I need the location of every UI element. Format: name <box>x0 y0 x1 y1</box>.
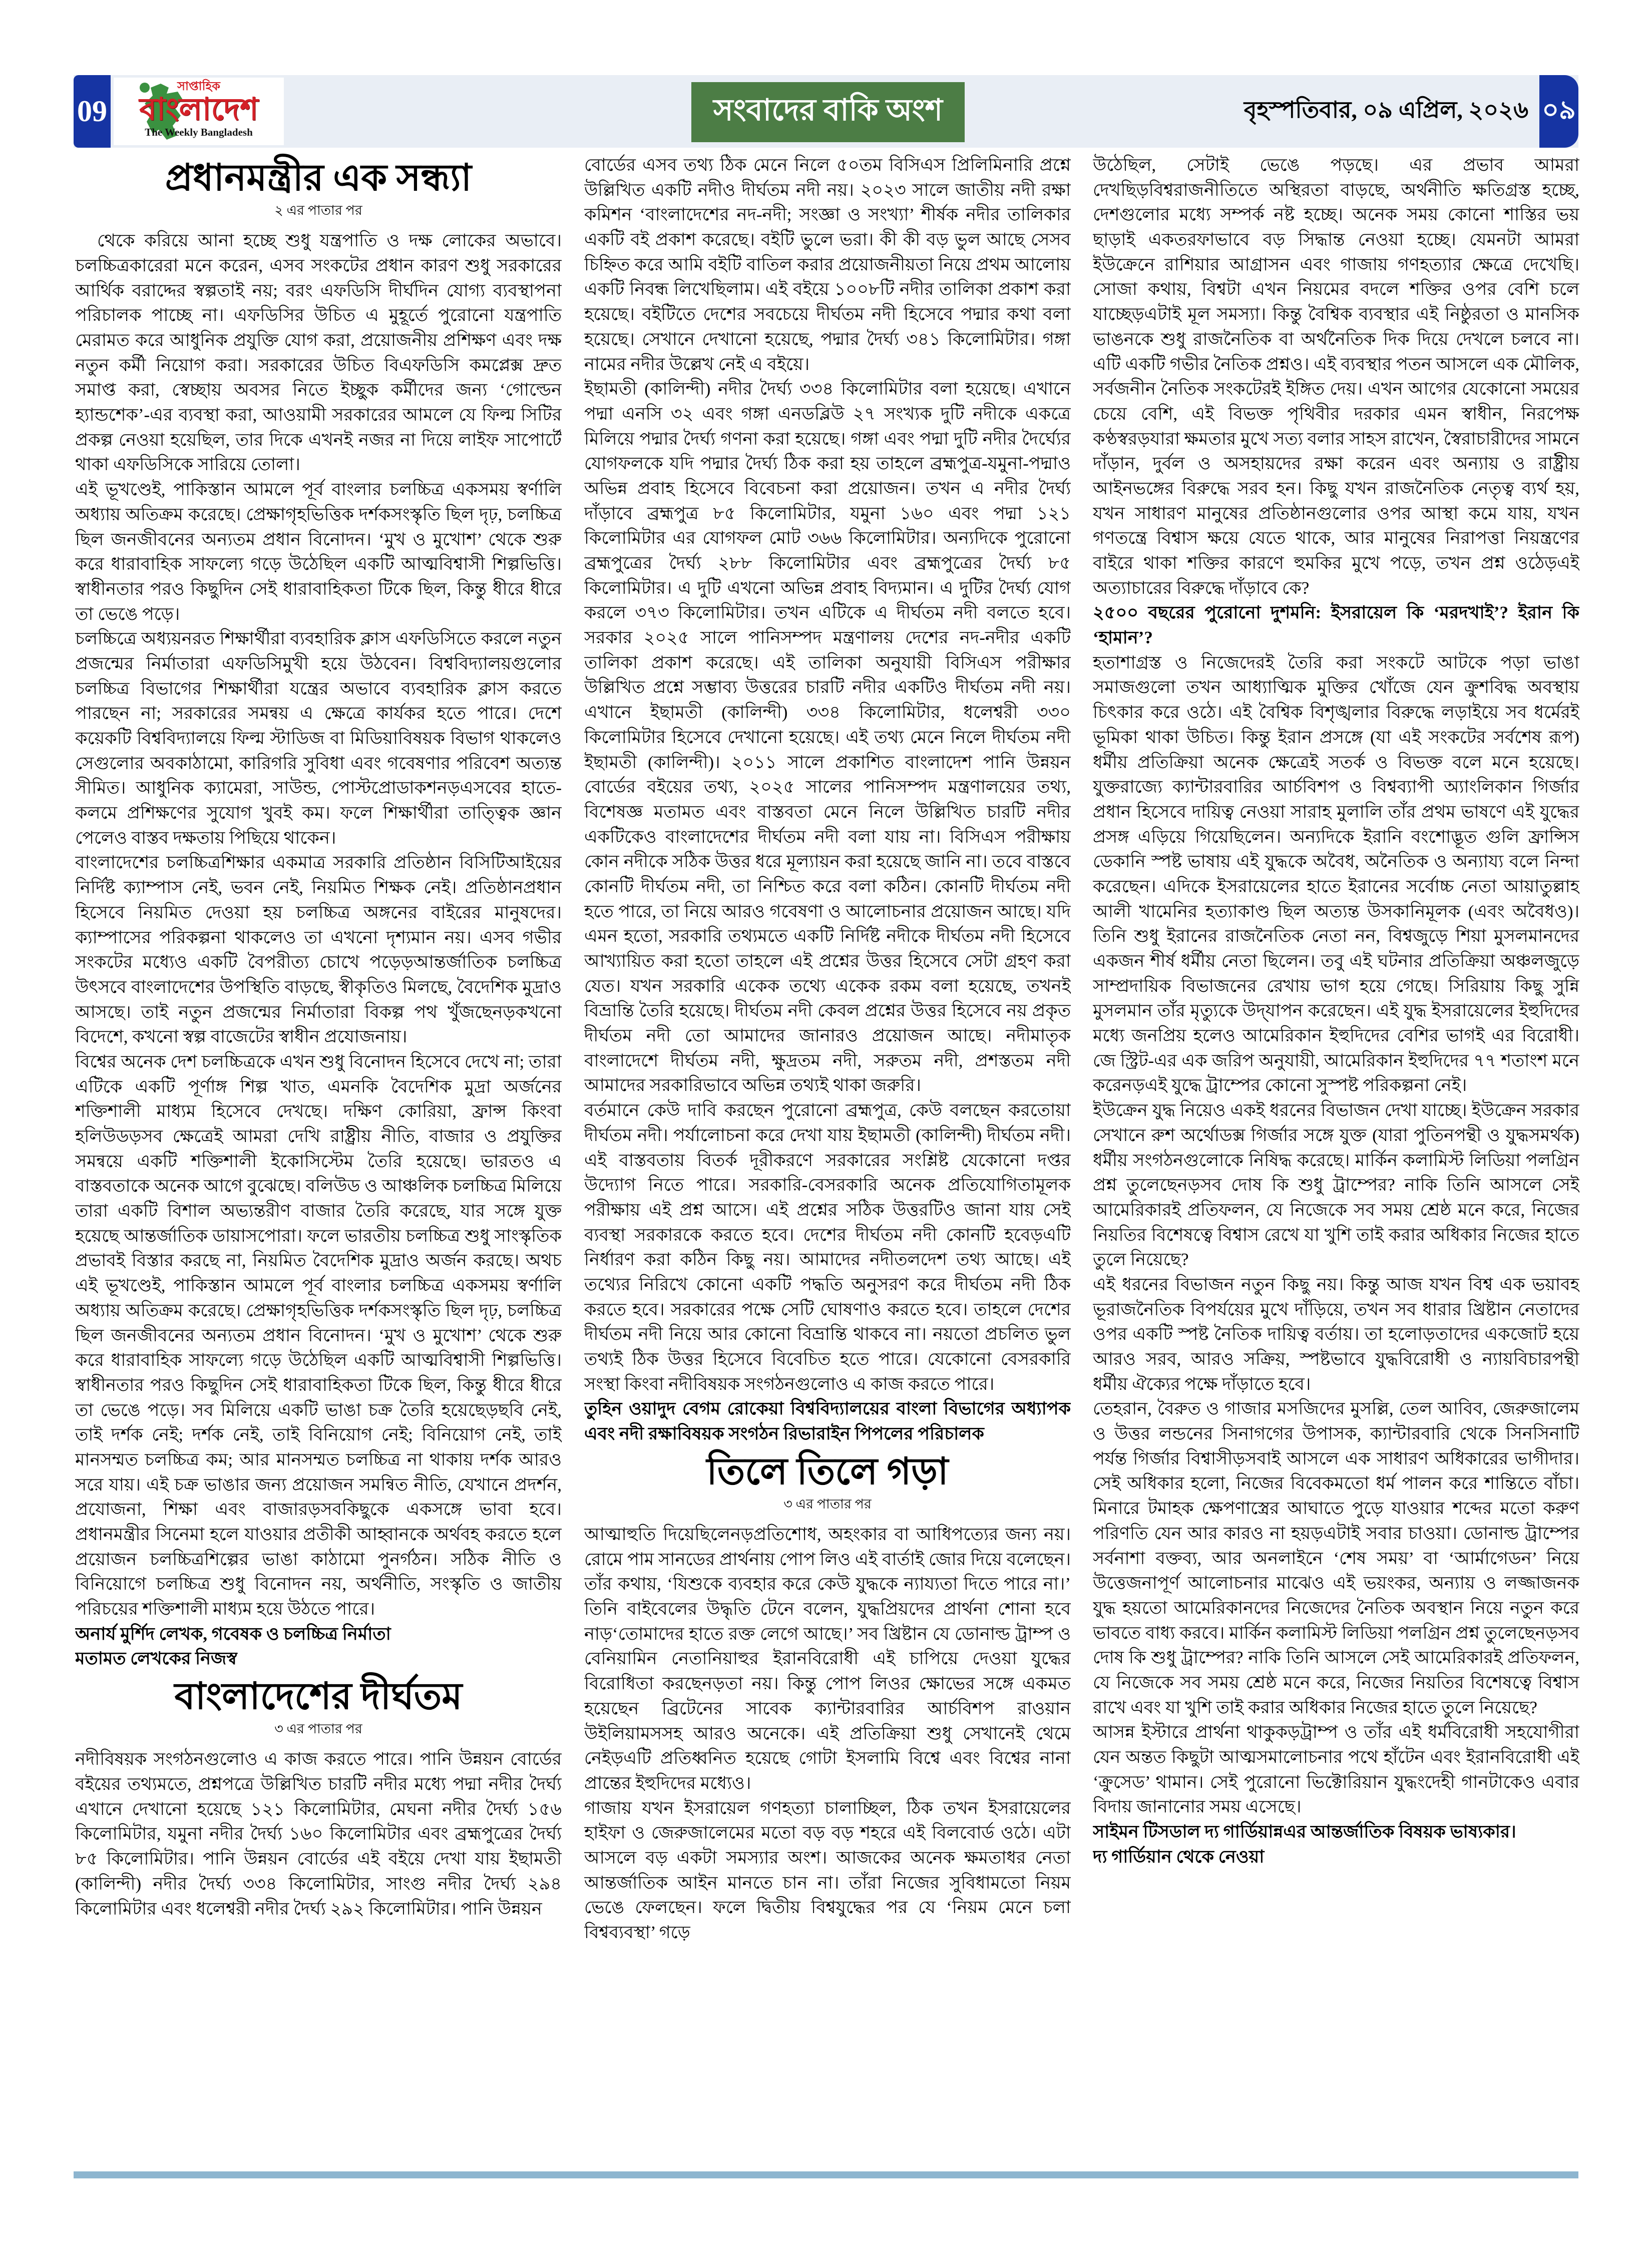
body-paragraph: নদীবিষয়ক সংগঠনগুলোও এ কাজ করতে পারে। পানি উন্নয়ন বোর্ডের বইয়ের তথ্যমতে, প্রশ্নপত্রে উল্লিখিত চারটি নদীর মধ্যে পদ্মা নদীর দৈর্ঘ্য এখানে দেখানো হয়েছে ১২১ কিলোমিটার, মেঘনা নদীর দৈর্ঘ্য ১৫৬ কিলোমিটার, যমুনা নদীর দৈর্ঘ্য ১৬০ কিলোমিটার এবং ব্রহ্মপুত্রের দৈর্ঘ্য ৮৫ কিলোমিটার। পানি উন্নয়ন বোর্ডের এই বইয়ে দেখা যায় ইছামতী (কালিন্দী) নদীর দৈর্ঘ্য ৩৩৪ কিলোমিটার, সাংগু নদীর দৈর্ঘ্য ২৯৪ কিলোমিটার এবং ধলেশ্বরী নদীর দৈর্ঘ্য ২৯২ কিলোমিটার। পানি উন্নয়ন <box>75 1749 562 1919</box>
column-1 <box>75 153 562 2175</box>
author-credit: সাইমন টিসডাল দ্য গার্ডিয়ান্নএর আন্তর্জাতিক বিষয়ক ভাষ্যকার। <box>1093 1822 1516 1842</box>
article-headline: তিলে তিলে গড়া <box>706 1451 949 1492</box>
body-paragraph: থেকে করিয়ে আনা হচ্ছে শুধু যন্ত্রপাতি ও দক্ষ লোকের অভাবে। চলচ্চিত্রকারেরা মনে করেন, এসব সংকটের প্রধান কারণ শুধু সরকারের আর্থিক বরাদ্দের স্বল্পতাই নয়; বরং এফডিসি দীর্ঘদিন যোগ্য ব্যবস্থাপনা পরিচালক পাচ্ছে না। এফডিসির উচিত এ মুহূর্তে পুরোনো যন্ত্রপাতি মেরামত করে আধুনিক প্রযুক্তি যোগ করা, প্রয়োজনীয় প্রশিক্ষণ এবং দক্ষ নতুন কর্মী নিয়োগ করা। সরকারের উচিত বিএফডিসি কমপ্লেক্স দ্রুত সমাপ্ত করা, স্বেচ্ছায় অবসর নিতে ইচ্ছুক কর্মীদের জন্য ‘গোল্ডেন হ্যান্ডশেক’-এর ব্যবস্থা করা, আওয়ামী সরকারের আমলে যে ফিল্ম সিটির প্রকল্প নেওয়া হয়েছিল, তার দিকে এখনই নজর না দিয়ে লাইফ সাপোর্টে থাকা এফডিসিকে সারিয়ে তোলা। <box>75 231 562 475</box>
continued-from-note: ৩ এর পাতার পর <box>783 1496 872 1512</box>
continued-from-note: ২ এর পাতার পর <box>274 202 362 218</box>
body-paragraph: বোর্ডের এসব তথ্য ঠিক মেনে নিলে ৫০তম বিসিএস প্রিলিমিনারি প্রশ্নে উল্লিখিত একটি নদীও দীর্ঘতম নদী নয়। ২০২৩ সালে জাতীয় নদী রক্ষা কমিশন ‘বাংলাদেশের নদ-নদী; সংজ্ঞা ও সংখ্যা’ শীর্ষক নদীর তালিকার একটি বই প্রকাশ করেছে। বইটি ভুলে ভরা। কী কী বড় ভুল আছে সেসব চিহ্নিত করে আমি বইটি বাতিল করার প্রয়োজনীয়তা নিয়ে প্রথম আলোয় একটি নিবন্ধ লিখেছিলাম। এই বইয়ে ১০০৮টি নদীর তালিকা প্রকাশ করা হয়েছে। বইটিতে দেশের সবচেয়ে দীর্ঘতম নদী হিসেবে পদ্মার কথা বলা হয়েছে। সেখানে দেখানো হয়েছে, পদ্মার দৈর্ঘ্য ৩৪১ কিলোমিটার। গঙ্গা নামের নদীর উল্লেখ নেই এ বইয়ে। <box>584 155 1071 374</box>
body-paragraph: এই ভূখণ্ডেই, পাকিস্তান আমলে পূর্ব বাংলার চলচ্চিত্র একসময় স্বর্ণালি অধ্যায় অতিক্রম করেছে। প্রেক্ষাগৃহভিত্তিক দর্শকসংস্কৃতি ছিল দৃঢ়, চলচ্চিত্র ছিল জনজীবনের অন্যতম প্রধান বিনোদন। ‘মুখ ও মুখোশ’ থেকে শুরু করে ধারাবাহিক সাফল্যে গড়ে উঠেছিল একটি আত্মবিশ্বাসী শিল্পভিত্তি। স্বাধীনতার পরও কিছুদিন সেই ধারাবাহিকতা টিকে ছিল, কিন্তু ধীরে ধীরে তা ভেঙে পড়ে। <box>75 480 562 624</box>
page-number-right: ০৯ <box>1542 96 1576 125</box>
body-paragraph: বর্তমানে কেউ দাবি করছেন পুরোনো ব্রহ্মপুত্র, কেউ বলছেন করতোয়া দীর্ঘতম নদী। পর্যালোচনা করে দেখা যায় ইছামতী (কালিন্দী) দীর্ঘতম নদী। এই বাস্তবতায় বিতর্ক দূরীকরণে সরকারের সংশ্লিষ্ট যেকোনো দপ্তর উদ্যোগ নিতে পারে। সরকারি-বেসরকারি অনেক প্রতিযোগিতামূলক পরীক্ষায় এই প্রশ্ন আসে। এই প্রশ্নের সঠিক উত্তরটিও জানা যায় সেই ব্যবস্থা সরকারকে করতে হবে। দেশের দীর্ঘতম নদী কোনটি হবেড়এটি নির্ধারণ করা কঠিন কিছু নয়। আমাদের নদীতলদেশ তথ্য আছে। এই তথ্যের নিরিখে কোনো একটি পদ্ধতি অনুসরণ করে দীর্ঘতম নদী ঠিক করতে হবে। সরকারের পক্ষে সেটি ঘোষণাও করতে হবে। তাহলে দেশের দীর্ঘতম নদী নিয়ে আর কোনো বিভ্রান্তি থাকবে না। নয়তো প্রচলিত ভুল তথ্যই ঠিক উত্তর হিসেবে বিবেচিত হতে পারে। যেকোনো বেসরকারি সংস্থা কিংবা নদীবিষয়ক সংগঠনগুলোও এ কাজ করতে পারে। <box>584 1100 1071 1394</box>
body-paragraph: আসন্ন ইস্টারে প্রার্থনা থাকুকড়ট্রাম্প ও তাঁর এই ধর্মবিরোধী সহযোগীরা যেন অন্তত কিছুটা আত্মসমালোচনার পথে হাঁটেন এবং ইরানবিরোধী এই ‘ক্রুসেড’ থামান। সেই পুরোনো ভিক্টোরিয়ান যুদ্ধংদেহী গানটাকেও এবার বিদায় জানানোর সময় এসেছে। <box>1093 1722 1579 1817</box>
author-credit: তুহিন ওয়াদুদ বেগম রোকেয়া বিশ্ববিদ্যালয়ের বাংলা বিভাগের অধ্যাপক এবং নদী রক্ষাবিষয়ক সংগঠন রিভারাইন পিপলের পরিচালক <box>584 1399 1071 1444</box>
body-paragraph: চলচ্চিত্রে অধ্যয়নরত শিক্ষার্থীরা ব্যবহারিক ক্লাস এফডিসিতে করলে নতুন প্রজন্মের নির্মাতারা এফডিসিমুখী হয়ে উঠবেন। বিশ্ববিদ্যালয়গুলোর চলচ্চিত্র বিভাগের শিক্ষার্থীরা যন্ত্রের অভাবে ব্যবহারিক ক্লাস করতে পারছেন না; সরকারের সমন্বয় এ ক্ষেত্রে কার্যকর হতে পারে। দেশে কয়েকটি বিশ্ববিদ্যালয়ে ফিল্ম স্টাডিজ বা মিডিয়াবিষয়ক বিভাগ থাকলেও সেগুলোর অবকাঠামো, কারিগরি সুবিধা এবং গবেষণার পরিবেশ অত্যন্ত সীমিত। আধুনিক ক্যামেরা, সাউন্ড, পোস্টপ্রোডাকশনড়এসবের হাতে-কলমে প্রশিক্ষণের সুযোগ খুবই কম। ফলে শিক্ষার্থীরা তাত্ত্বিক জ্ঞান পেলেও বাস্তব দক্ষতায় পিছিয়ে থাকেন। <box>75 629 562 848</box>
masthead-pre-title: সাপ্তাহিক <box>177 80 220 93</box>
page-number-right-badge <box>1539 75 1578 148</box>
body-paragraph: আত্মাহুতি দিয়েছিলেনড়প্রতিশোধ, অহংকার বা আধিপত্যের জন্য নয়। রোমে পাম সানডের প্রার্থনায় পোপ লিও এই বার্তাই জোর দিয়ে বলেছেন। তাঁর কথায়, ‘যিশুকে ব্যবহার করে কেউ যুদ্ধকে ন্যায্যতা দিতে পারে না।’ তিনি বাইবেলের উদ্ধৃতি টেনে বলেন, যুদ্ধপ্রিয়দের প্রার্থনা শোনা হবে নাড়‘তোমাদের হাতে রক্ত লেগে আছে।’ সব খ্রিষ্টান যে ডোনাল্ড ট্রাম্প ও বেনিয়ামিন নেতানিয়াহুর ইরানবিরোধী এই চাপিয়ে দেওয়া যুদ্ধের বিরোধিতা করছেনড়তা নয়। কিন্তু পোপ লিওর ক্ষোভের সঙ্গে একমত হয়েছেন ব্রিটেনের সাবেক ক্যান্টারবারির আর্চবিশপ রাওয়ান উইলিয়ামসসহ আরও অনেকে। এই প্রতিক্রিয়া শুধু সেখানেই থেমে নেইড়এটি প্রতিধ্বনিত হয়েছে গোটা ইসলামি বিশ্বে এবং বিশ্বের নানা প্রান্তের ইহুদিদের মধ্যেও। <box>584 1525 1071 1793</box>
issue-date: বৃহস্পতিবার, ০৯ এপ্রিল, ২০২৬ <box>1244 97 1528 123</box>
author-credit: দ্য গার্ডিয়ান থেকে নেওয়া <box>1093 1846 1265 1866</box>
masthead-subtitle: The Weekly Bangladesh <box>145 126 253 138</box>
body-paragraph: এই ধরনের বিভাজন নতুন কিছু নয়। কিন্তু আজ যখন বিশ্ব এক ভয়াবহ ভূরাজনৈতিক বিপর্যয়ের মুখে দাঁড়িয়ে, তখন সব ধারার খ্রিষ্টান নেতাদের ওপর একটি স্পষ্ট নৈতিক দায়িত্ব বর্তায়। তা হলোড়তাদের একজোট হয়ে আরও সরব, আরও সক্রিয়, স্পষ্টভাবে যুদ্ধবিরোধী ও ন্যায়বিচারপন্থী ধর্মীয় ঐক্যের পক্ষে দাঁড়াতে হবে। <box>1093 1274 1579 1394</box>
body-paragraph: ইছামতী (কালিন্দী) নদীর দৈর্ঘ্য ৩৩৪ কিলোমিটার বলা হয়েছে। এখানে পদ্মা এনসি ৩২ এবং গঙ্গা এনডব্লিউ ২৭ সংখ্যক দুটি নদীকে একত্রে মিলিয়ে পদ্মার দৈর্ঘ্য গণনা করা হয়েছে। গঙ্গা এবং পদ্মা দুটি নদীর দৈর্ঘ্যের যোগফলকে যদি পদ্মার দৈর্ঘ্য ঠিক করা হয় তাহলে ব্রহ্মপুত্র-যমুনা-পদ্মাও অভিন্ন প্রবাহ হিসেবে বিবেচনা করা প্রয়োজন। তখন এ নদীর দৈর্ঘ্য দাঁড়াবে ব্রহ্মপুত্র ৮৫ কিলোমিটার, যমুনা ১৬০ এবং পদ্মা ১২১ কিলোমিটার এর যোগফল মোট ৩৬৬ কিলোমিটার। অন্যদিকে পুরোনো ব্রহ্মপুত্রের দৈর্ঘ্য ২৮৮ কিলোমিটার এবং ব্রহ্মপুত্রের দৈর্ঘ্য ৮৫ কিলোমিটার। এ দুটি এখনো অভিন্ন প্রবাহ বিদ্যমান। এ দুটির দৈর্ঘ্য যোগ করলে ৩৭৩ কিলোমিটার। তখন এটিকে এ দীর্ঘতম নদী বলতে হবে। সরকার ২০২৫ সালে পানিসম্পদ মন্ত্রণালয় দেশের নদ-নদীর একটি তালিকা প্রকাশ করেছে। এই তালিকা অনুযায়ী বিসিএস পরীক্ষার উল্লিখিত প্রশ্নে সম্ভাব্য উত্তরের চারটি নদীর একটিও দীর্ঘতম নদী নয়। এখানে ইছামতী (কালিন্দী) ৩৩৪ কিলোমিটার, ধলেশ্বরী ৩৩০ কিলোমিটার হিসেবে দেখানো হয়েছে। এই তথ্য মেনে নিলে দীর্ঘতম নদী ইছামতী (কালিন্দী)। ২০১১ সালে প্রকাশিত বাংলাদেশ পানি উন্নয়ন বোর্ডের বইয়ের তথ্য, ২০২৫ সালের পানিসম্পদ মন্ত্রণালয়ের তথ্য, বিশেষজ্ঞ মতামত এবং বাস্তবতা মেনে নিলে উল্লিখিত চারটি নদীর একটিকেও বাংলাদেশের দীর্ঘতম নদী বলা যায় না। বিসিএস পরীক্ষায় কোন নদীকে সঠিক উত্তর ধরে মূল্যায়ন করা হয়েছে জানি না। তবে বাস্তবে কোনটি দীর্ঘতম নদী, তা নিশ্চিত করে বলা কঠিন। কোনটি দীর্ঘতম নদী হতে পারে, তা নিয়ে আরও গবেষণা ও আলোচনার প্রয়োজন আছে। যদি এমন হতো, সরকারি তথ্যমতে একটি নির্দিষ্ট নদীকে দীর্ঘতম নদী হিসেবে আখ্যায়িত করা হতো তাহলে এই প্রশ্নের উত্তর হিসেবে সেটা গ্রহণ করা যেত। যখন সরকারি একেক তথ্যে একেক রকম বলা হয়েছে, তখনই বিভ্রান্তি তৈরি হয়েছে। দীর্ঘতম নদী কেবল প্রশ্নের উত্তর হিসেবে নয় প্রকৃত দীর্ঘতম নদী তো আমাদের জানারও প্রয়োজন আছে। নদীমাতৃক বাংলাদেশে দীর্ঘতম নদী, ক্ষুদ্রতম নদী, সরুতম নদী, প্রশস্ততম নদী আমাদের সরকারিভাবে অভিন্ন তথ্যই থাকা জরুরি। <box>584 379 1071 1095</box>
article-headline: প্রধানমন্ত্রীর এক সন্ধ্যা <box>165 158 472 199</box>
body-paragraph: হতাশাগ্রস্ত ও নিজেদেরই তৈরি করা সংকটে আটকে পড়া ভাঙা সমাজগুলো তখন আধ্যাত্মিক মুক্তির খোঁজে যেন ক্রুশবিদ্ধ অবস্থায় চিৎকার করে ওঠে। এই বৈশ্বিক বিশৃঙ্খলার বিরুদ্ধে লড়াইয়ে সব ধর্মেরই ভূমিকা থাকা উচিত। কিন্তু ইরান প্রসঙ্গে (যা এই সংকটের সর্বশেষ রূপ) ধর্মীয় প্রতিক্রিয়া অনেক ক্ষেত্রেই সতর্ক ও বিভক্ত বলে মনে হয়েছে। যুক্তরাজ্যে ক্যান্টারবারির আর্চবিশপ ও বিশ্বব্যাপী অ্যাংলিকান গির্জার প্রধান হিসেবে দায়িত্ব নেওয়া সারাহ মুলালি তাঁর প্রথম ভাষণে এই যুদ্ধের প্রসঙ্গ এড়িয়ে গিয়েছিলেন। অন্যদিকে ইরানি বংশোদ্ভূত গুলি ফ্রান্সিস ডেকানি স্পষ্ট ভাষায় এই যুদ্ধকে অবৈধ, অনৈতিক ও অন্যায্য বলে নিন্দা করেছেন। এদিকে ইসরায়েলের হাতে ইরানের সর্বোচ্চ নেতা আয়াতুল্লাহ আলী খামেনির হত্যাকাণ্ড ছিল অত্যন্ত উসকানিমূলক (এবং অবৈধও)। তিনি শুধু ইরানের রাজনৈতিক নেতা নন, বিশ্বজুড়ে শিয়া মুসলমানদের একজন শীর্ষ ধর্মীয় নেতা ছিলেন। তবু এই ঘটনার প্রতিক্রিয়া অঞ্চলজুড়ে সাম্প্রদায়িক বিভাজনের রেখায় ভাগ হয়ে গেছে। সিরিয়ায় কিছু সুন্নি মুসলমান তাঁর মৃত্যুকে উদ্‌যাপন করেছেন। এই যুদ্ধ ইসরায়েলের ইহুদিদের মধ্যে জনপ্রিয় হলেও আমেরিকান ইহুদিদের বেশির ভাগই এর বিরোধী। জে স্ট্রিট-এর এক জরিপ অনুযায়ী, আমেরিকান ইহুদিদের ৭৭ শতাংশ মনে করেনড়এই যুদ্ধে ট্রাম্পের কোনো সুস্পষ্ট পরিকল্পনা নেই। <box>1093 652 1579 1095</box>
body-paragraph: বাংলাদেশের চলচ্চিত্রশিক্ষার একমাত্র সরকারি প্রতিষ্ঠান বিসিটিআইয়ের নির্দিষ্ট ক্যাম্পাস নেই, ভবন নেই, নিয়মিত শিক্ষক নেই। প্রতিষ্ঠানপ্রধান হিসেবে নিয়মিত দেওয়া হয় চলচ্চিত্র অঙ্গনের বাইরের মানুষদের। ক্যাম্পাসের পরিকল্পনা থাকলেও তা এখনো দৃশ্যমান নয়। এসব গভীর সংকটের মধ্যেও একটি বৈপরীত্য চোখে পড়েড়আন্তর্জাতিক চলচ্চিত্র উৎসবে বাংলাদেশের উপস্থিতি বাড়ছে, স্বীকৃতিও মিলছে, বৈদেশিক মুদ্রাও আসছে। তাই নতুন প্রজন্মের নির্মাতারা বিকল্প পথ খুঁজছেনড়কখনো বিদেশে, কখনো স্বল্প বাজেটের স্বাধীন প্রযোজনায়। <box>75 853 562 1047</box>
column-3 <box>1093 153 1579 2175</box>
body-paragraph: তেহরান, বৈরুত ও গাজার মসজিদের মুসল্লি, তেল আবিব, জেরুজালেম ও উত্তর লন্ডনের সিনাগগের উপাসক, ক্যান্টারবারি থেকে সিনসিনাটি পর্যন্ত গির্জার বিশ্বাসীড়সবাই আসলে এক সাধারণ অধিকারের ভাগীদার। সেই অধিকার হলো, নিজের বিবেকমতো ধর্ম পালন করে শান্তিতে বাঁচা। মিনারে টমাহক ক্ষেপণাস্ত্রের আঘাতে পুড়ে যাওয়ার শব্দের মতো করুণ পরিণতি যেন আর কারও না হয়ড়এটাই সবার চাওয়া। ডোনাল্ড ট্রাম্পের সর্বনাশা বক্তব্য, আর অনলাইনে ‘শেষ সময়’ বা ‘আর্মাগেডন’ নিয়ে উত্তেজনাপূর্ণ আলোচনার মাঝেও এই ভয়ংকর, অন্যায় ও লজ্জাজনক যুদ্ধ হয়তো আমেরিকানদের নিজেদের নৈতিক অবস্থান নিয়ে নতুন করে ভাবতে বাধ্য করবে। মার্কিন কলামিস্ট লিডিয়া পলগ্রিন প্রশ্ন তুলেছেনড়সব দোষ কি শুধু ট্রাম্পের? নাকি তিনি আসলে সেই আমেরিকারই প্রতিফলন, যে নিজেকে সব সময় শ্রেষ্ঠ মনে করে, নিজের নিয়তির বিশেষত্বে বিশ্বাস রাখে এবং যা খুশি তাই করার অধিকার নিজের হাতে তুলে নিয়েছে? <box>1093 1399 1579 1717</box>
masthead-strip <box>74 75 1578 148</box>
body-paragraph: ইউক্রেন যুদ্ধ নিয়েও একই ধরনের বিভাজন দেখা যাচ্ছে। ইউক্রেন সরকার সেখানে রুশ অর্থোডক্স গির্জার সঙ্গে যুক্ত (যারা পুতিনপন্থী ও যুদ্ধসমর্থক) ধর্মীয় সংগঠনগুলোকে নিষিদ্ধ করেছে। মার্কিন কলামিস্ট লিডিয়া পলগ্রিন প্রশ্ন তুলেছেনড়সব দোষ কি শুধু ট্রাম্পের? নাকি তিনি আসলে সেই আমেরিকারই প্রতিফলন, যে নিজেকে সব সময় শ্রেষ্ঠ মনে করে, নিজের নিয়তির বিশেষত্বে বিশ্বাস রেখে যা খুশি তাই করার অধিকার নিজের হাতে তুলে নিয়েছে? <box>1093 1100 1579 1270</box>
body-paragraph: গাজায় যখন ইসরায়েল গণহত্যা চালাচ্ছিল, ঠিক তখন ইসরায়েলের হাইফা ও জেরুজালেমের মতো বড় বড় শহরে এই বিলবোর্ড ওঠে। এটা আসলে বড় একটা সমস্যার অংশ। আজকের অনেক ক্ষমতাধর নেতা আন্তর্জাতিক আইন মানতে চান না। তাঁরা নিজের সুবিধামতো নিয়ম ভেঙে ফেলছেন। ফলে দ্বিতীয় বিশ্বযুদ্ধের পর যে ‘নিয়ম মেনে চলা বিশ্বব্যবস্থা’ গড়ে <box>584 1798 1071 1943</box>
bottom-rule-bar <box>74 2171 1578 2178</box>
column-2 <box>584 153 1071 2175</box>
body-paragraph: বিশ্বের অনেক দেশ চলচ্চিত্রকে এখন শুধু বিনোদন হিসেবে দেখে না; তারা এটিকে একটি পূর্ণাঙ্গ শিল্প খাত, এমনকি বৈদেশিক মুদ্রা অর্জনের শক্তিশালী মাধ্যম হিসেবে দেখছে। দক্ষিণ কোরিয়া, ফ্রান্স কিংবা হলিউডড়সব ক্ষেত্রেই আমরা দেখি রাষ্ট্রীয় নীতি, বাজার ও প্রযুক্তির সমন্বয়ে একটি শক্তিশালী ইকোসিস্টেম তৈরি হয়েছে। ভারতও এ বাস্তবতাকে অনেক আগে বুঝেছে। বলিউড ও আঞ্চলিক চলচ্চিত্র মিলিয়ে তারা একটি বিশাল অভ্যন্তরীণ বাজার তৈরি করেছে, যার সঙ্গে যুক্ত হয়েছে আন্তর্জাতিক ডায়াসপোরা। ফলে ভারতীয় চলচ্চিত্র শুধু সাংস্কৃতিক প্রভাবই বিস্তার করছে না, নিয়মিত বৈদেশিক মুদ্রাও অর্জন করছে। অথচ এই ভূখণ্ডেই, পাকিস্তান আমলে পূর্ব বাংলার চলচ্চিত্র একসময় স্বর্ণালি অধ্যায় অতিক্রম করেছে। প্রেক্ষাগৃহভিত্তিক দর্শকসংস্কৃতি ছিল দৃঢ়, চলচ্চিত্র ছিল জনজীবনের অন্যতম প্রধান বিনোদন। ‘মুখ ও মুখোশ’ থেকে শুরু করে ধারাবাহিক সাফল্যে গড়ে উঠেছিল একটি আত্মবিশ্বাসী শিল্পভিত্তি। স্বাধীনতার পরও কিছুদিন সেই ধারাবাহিকতা টিকে ছিল, কিন্তু ধীরে ধীরে তা ভেঙে পড়ে। সব মিলিয়ে একটি ভাঙা চক্র তৈরি হয়েছেড়ছবি নেই, তাই দর্শক নেই; দর্শক নেই, তাই বিনিয়োগ নেই; বিনিয়োগ নেই, তাই মানসম্মত চলচ্চিত্র কম; আর মানসম্মত চলচ্চিত্র না থাকায় দর্শক আরও সরে যায়। এই চক্র ভাঙার জন্য প্রয়োজন সমন্বিত নীতি, যেখানে প্রদর্শন, প্রযোজনা, শিক্ষা এবং বাজারড়সবকিছুকে একসঙ্গে ভাবা হবে। প্রধানমন্ত্রীর সিনেমা হলে যাওয়ার প্রতীকী আহ্বানকে অর্থবহ করতে হলে প্রয়োজন চলচ্চিত্রশিল্পের ভাঙা কাঠামো পুনর্গঠন। সঠিক নীতি ও বিনিয়োগে চলচ্চিত্র শুধু বিনোদন নয়, অর্থনীতি, সংস্কৃতি ও জাতীয় পরিচয়ের শক্তিশালী মাধ্যম হয়ে উঠতে পারে। <box>75 1051 562 1619</box>
newspaper-logo <box>114 78 284 145</box>
bold-subheading: ২৫০০ বছরের পুরোনো দুশমনি: ইসরায়েল কি ‘মরদখাই’? ইরান কি ‘হামান’? <box>1093 603 1579 648</box>
section-title: সংবাদের বাকি অংশ <box>713 94 943 127</box>
article-headline: বাংলাদেশের দীর্ঘতম <box>174 1676 463 1718</box>
author-credit: মতামত লেখকের নিজস্ব <box>75 1649 237 1669</box>
masthead-title: বাংলাদেশ <box>139 93 258 127</box>
continued-from-note: ৩ এর পাতার পর <box>274 1721 362 1737</box>
section-banner <box>691 82 965 142</box>
page-number-left: 09 <box>77 95 107 128</box>
author-credit: অনার্য মুর্শিদ লেখক, গবেষক ও চলচ্চিত্র নির্মাতা <box>75 1624 391 1644</box>
page-number-left-badge <box>74 75 111 148</box>
body-paragraph: উঠেছিল, সেটাই ভেঙে পড়ছে। এর প্রভাব আমরা দেখছিড়বিশ্বরাজনীতিতে অস্থিরতা বাড়ছে, অর্থনীতি ক্ষতিগ্রস্ত হচ্ছে, দেশগুলোর মধ্যে সম্পর্ক নষ্ট হচ্ছে। অনেক সময় কোনো শাস্তির ভয় ছাড়াই একতরফাভাবে বড় সিদ্ধান্ত নেওয়া হচ্ছে। যেমনটা আমরা ইউক্রেনে রাশিয়ার আগ্রাসন এবং গাজায় গণহত্যার ক্ষেত্রে দেখেছি। সোজা কথায়, বিশ্বটা এখন নিয়মের বদলে শক্তির ওপর বেশি চলে যাচ্ছেড়এটাই মূল সমস্যা। কিন্তু বৈশ্বিক ব্যবস্থার এই নিষ্ঠুরতা ও মানসিক ভাঙনকে শুধু রাজনৈতিক বা অর্থনৈতিক দিক দিয়ে দেখলে চলবে না। এটি একটি গভীর নৈতিক প্রশ্নও। এই ব্যবস্থার পতন আসলে এক মৌলিক, সর্বজনীন নৈতিক সংকটেরই ইঙ্গিত দেয়। এখন আগের যেকোনো সময়ের চেয়ে বেশি, এই বিভক্ত পৃথিবীর দরকার এমন স্বাধীন, নিরপেক্ষ কণ্ঠস্বরড়যারা ক্ষমতার মুখে সত্য বলার সাহস রাখেন, স্বৈরাচারীদের সামনে দাঁড়ান, দুর্বল ও অসহায়দের রক্ষা করেন এবং অন্যায় ও রাষ্ট্রীয় আইনভঙ্গের বিরুদ্ধে সরব হন। কিছু যখন রাজনৈতিক নেতৃত্ব ব্যর্থ হয়, যখন সাধারণ মানুষের প্রতিষ্ঠানগুলোর ওপর আস্থা কমে যায়, যখন গণতন্ত্রে বিশ্বাস ক্ষয়ে যেতে থাকে, আর মানুষের নিরাপত্তা নিয়ন্ত্রণের বাইরে থাকা শক্তির কারণে হুমকির মুখে পড়ে, তখন প্রশ্ন ওঠেড়এই অত্যাচারের বিরুদ্ধে দাঁড়াবে কে? <box>1093 155 1579 598</box>
